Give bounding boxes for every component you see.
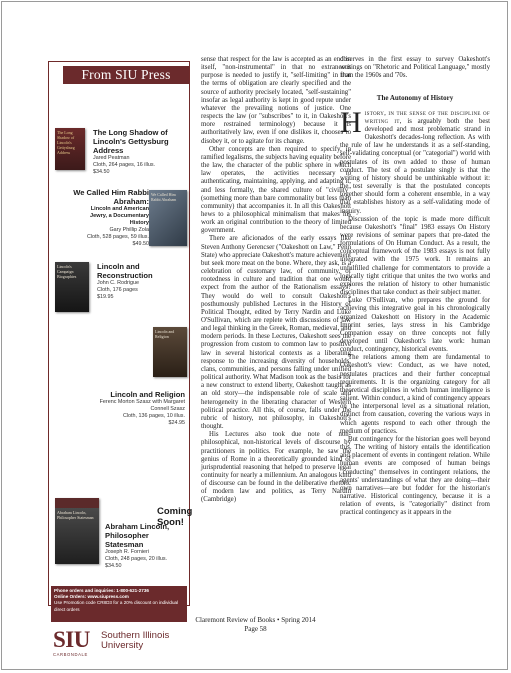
paragraph: observes in the first essay to survey Oakeshott's writings on "Rhetoric and Political Language," mostly from the 1960s and '70s. <box>340 56 490 80</box>
paragraph: Discussion of the topic is made more difficult because Oakeshott's "final" 1983 essays On History were revisions of seminar papers that pre-dated the formulations of On Human Conduct. As a result, the conceptual framework of the 1983 essays is not fully integrated with the 1975 work. It remains an unfulfilled challenge for commentators to provide a logically tight critique that unites the two works and explores the relation of history to other humanistic disciplines that take conduct as their subject matter. <box>340 215 490 297</box>
paragraph: The relations among them are fundamental to Oakeshott's view: Conduct, as we have noted, postulates practices and their further conceptual requirements. It is the organizing category for all theoretical disciplines in which human intelligence is salient. Within conduct, a kind of contingency appears on the interpersonal level as a situational relation, distinct from causation, covering the various ways in which agents respond to each other through the medium of practices. <box>340 354 490 435</box>
ad-header: From SIU Press <box>63 66 189 84</box>
item-author: Ferenc Morton Szasz with Margaret Connell Szasz <box>99 399 185 412</box>
item-subtitle: Lincoln and American Jewry, a Documentary History <box>90 206 149 226</box>
phone-orders: Phone orders and inquiries: 1-800-621-2736 <box>54 588 149 593</box>
item-title: Lincoln and Reconstruction <box>97 262 153 280</box>
item-author: Gary Phillip Zola <box>109 227 149 233</box>
item-author: Jared Peatman <box>93 155 130 161</box>
book-cover-reconstruction <box>55 262 89 312</box>
book-cover-text: Lincoln and Religion <box>155 329 175 339</box>
item-price: $24.95 <box>168 420 185 426</box>
siu-logo-university: Southern Illinois University <box>101 630 170 651</box>
siu-press-advertisement <box>48 61 193 657</box>
item-details: Cloth, 248 pages, 20 illus. <box>105 556 168 562</box>
drop-cap: H <box>340 105 362 139</box>
section-heading: The Autonomy of History <box>376 94 454 103</box>
item-price: $34.50 <box>93 169 110 175</box>
page-footer <box>0 616 511 634</box>
book-cover-philosopher-statesman <box>55 498 99 564</box>
page-number: Page 58 <box>244 625 267 633</box>
item-price: $49.50 <box>132 241 149 247</box>
book-cover-text: The Long Shadow of Lincoln's Gettysburg Address <box>57 130 75 155</box>
lead-paragraph-text: is arguably both the best developed and most problematic strand in Oakeshott's decades-long reflection. As with the rule of law he understands it as a self-standing, self-validating conceptual (or "categorial") world with postulates of its own added to those of human conduct. The test of a postulate singly is that the writing of history should be unthinkable without it: the test severally is that the postulated concepts together should form a coherent ensemble, in a way that establishes history as a self-validating mode of inquiry. <box>340 117 490 215</box>
book-cover-rabbi-abraham <box>149 190 187 246</box>
paragraph: There are aficionados of the early essays like Steven Anthony Gerencser ("Oakeshott on Law," Penn State) who appreciate Oakeshott's mature achievement but seek more meat on the bone. Where, they ask, is a celebration of customary law, of community, of rootedness in culture and tradition that one would expect from the author of the Rationalism essays? They would do well to consult Oakeshott's posthumously published Lectures in the History of Political Thought, edited by Terry Nardin and Luke O'Sullivan, which are replete with discussions of law and legal thinking in the Greek, Roman, medieval, and modern periods. In these Lectures, Oakeshott sees the progression from custom to common law to positive law in several historical contexts as a liberating response to the increasing diversity of households, clans, communities, and persons falling under unified political authority. What Madison took as the basis for a new construct to extend liberty, Oakeshott taught as an old story—the indispensable role of scale and heterogeneity in the liberating character of Western political practice. All this, of course, falls under the rubric of history, not philosophy, in Oakeshott's thought. <box>201 235 351 431</box>
paragraph: His Lectures also took due note of non-philosophical, non-historical levels of discourse by practitioners in politics. For example, he saw the genius of Rome in a theoretically grounded kind of jurisprudential reasoning that helped to preserve legal continuity for nearly a millennium. An analogous kind of discourse can be found in the deliberative rhetoric of modern law and politics, as Terry Nardin (Cambridge) <box>201 431 351 504</box>
online-orders: Online Orders: www.siupress.com <box>54 594 129 600</box>
paragraph: Other concepts are then required to specify, in ramified legalisms, the subjects having equality before the law, the character of the public sphere in which law operates, the activities necessary to authenticating, maintaining, applying, and adapting it, and less formally, the shared culture of "civility" (something more than bare commonality but less than community) that accompanies it. In all this Oakeshott hews to a philosophical minimalism that makes his work an original contribution to the theory of limited government. <box>201 145 351 235</box>
book-cover-gettysburg <box>55 128 85 170</box>
ad-item-reconstruction <box>97 262 187 301</box>
item-title: Lincoln and Religion <box>110 390 185 399</box>
item-title: The Long Shadow of Lincoln's Gettysburg Address <box>93 128 169 155</box>
article-column-middle <box>201 56 351 505</box>
paragraph: sense that respect for the law is accepted as an end in itself, "non-instrumental" in that no extraneous purpose is needed to justify it, "self-limiting" in that the terms of obligation are clearly specified and the source of authority precisely located, "self-sustaining" insofar as legal authority is kept in good repute under whatever the prevailing notions of justice. One respects the law (or "subscribes" to it, in Oakeshott's more restrained terminology) because it is authoritatively law, even if one dislikes it, chooses to disobey it, or to agitate for its change. <box>201 56 351 145</box>
paragraph: Luke O'Sullivan, who prepares the ground for achieving this integrative goal in his chronologically organized Oakeshott on History in the Academic Imprint series, lays stress in his Cambridge Companion essay on three concepts not fully developed until Oakeshott's late work: human conduct, contingency, historical events. <box>340 297 490 354</box>
item-title: We Called Him Rabbi Abraham: <box>73 188 149 206</box>
item-author: John C. Rodrigue <box>97 280 139 286</box>
siu-logo-campus: CARBONDALE <box>53 652 88 657</box>
ad-item-gettysburg <box>93 128 187 176</box>
ad-item-religion <box>53 390 185 427</box>
item-title: Abraham Lincoln, Philosopher Statesman <box>105 522 170 549</box>
book-cover-text: We Called Him Rabbi Abraham <box>151 192 177 202</box>
item-details: Cloth, 264 pages, 16 illus. <box>93 162 156 168</box>
promotion-code: Use Promotion code CR8D3 for a 20% discount on individual direct orders <box>54 600 179 612</box>
item-details: Cloth, 176 pages <box>97 287 138 293</box>
book-cover-text: Lincoln's Campaign Biographies <box>57 264 77 279</box>
journal-issue: Claremont Review of Books • Spring 2014 <box>195 616 316 624</box>
item-author: Joseph R. Fornieri <box>105 549 150 555</box>
ad-item-rabbi-abraham <box>53 188 149 248</box>
article-column-right <box>340 56 490 517</box>
item-details: Cloth, 136 pages, 10 illus. <box>122 413 185 419</box>
lead-paragraph <box>340 105 490 216</box>
item-price: $34.50 <box>105 563 122 569</box>
ad-item-philosopher-statesman <box>105 522 187 570</box>
book-cover-religion <box>153 327 187 377</box>
siu-logo-mark: SIU <box>53 627 90 652</box>
lead-in-small-caps: istory, in the sense of the discipline of writing it, <box>364 109 490 125</box>
item-price: $19.95 <box>97 294 114 300</box>
paragraph: But contingency for the historian goes well beyond this. The writing of history entails the identification and placement of events in contingent relation. While human events are composed of human beings "conducting" themselves in contingent relations, the agents' understandings of what they are doing—their own narratives—are but fodder for the historian's narrative. Historical contingency, because it is a relation of events, is "categorially" distinct from practical contingency as it appears in the <box>340 435 490 517</box>
book-cover-text: Abraham Lincoln, Philosopher Statesman <box>57 510 94 520</box>
coming-soon-label: Coming Soon! <box>157 506 193 528</box>
item-details: Cloth, 528 pages, 59 illus. <box>86 234 149 240</box>
